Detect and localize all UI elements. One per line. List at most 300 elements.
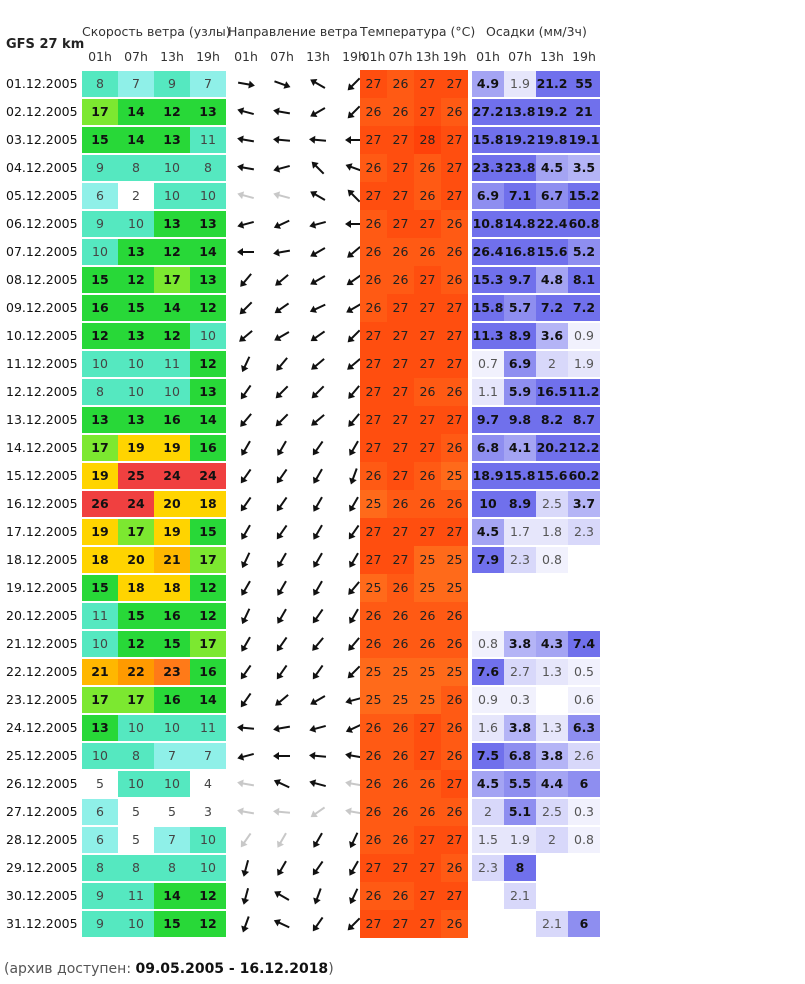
wind-speed-cell: 14 <box>190 239 226 265</box>
temperature-cell: 28 <box>414 126 441 154</box>
wind-direction-arrow-icon <box>264 547 300 573</box>
wind-direction-arrow-icon <box>300 435 336 461</box>
hour-label: 19h <box>196 49 220 64</box>
wind-speed-cell: 18 <box>154 575 190 601</box>
wind-direction-arrow-icon <box>264 407 300 433</box>
precipitation-cell: 1.3 <box>536 715 568 741</box>
wind-direction-arrow-icon <box>264 127 300 153</box>
temperature-cell: 27 <box>360 322 387 350</box>
temperature-cell: 27 <box>387 350 414 378</box>
row-date: 25.12.2005 <box>6 748 78 763</box>
header-wind-speed: Скорость ветра (узлы) <box>82 24 231 39</box>
row-date: 06.12.2005 <box>6 216 78 231</box>
wind-speed-cell: 20 <box>118 547 154 573</box>
wind-direction-arrow-icon <box>264 827 300 853</box>
precipitation-cell <box>568 603 600 629</box>
temperature-cell: 27 <box>387 546 414 574</box>
precipitation-cell <box>536 603 568 629</box>
temperature-cell: 25 <box>387 686 414 714</box>
wind-direction-arrow-icon <box>264 715 300 741</box>
temperature-cell: 27 <box>387 378 414 406</box>
archive-note <box>4 961 334 977</box>
wind-speed-cell: 10 <box>118 911 154 937</box>
wind-direction-arrow-icon <box>300 519 336 545</box>
precipitation-cell: 7.1 <box>504 183 536 209</box>
model-label: GFS 27 km <box>6 37 85 52</box>
hour-label: 01h <box>476 49 500 64</box>
temperature-cell: 26 <box>441 378 468 406</box>
wind-speed-cell: 10 <box>118 379 154 405</box>
wind-direction-arrow-icon <box>228 519 264 545</box>
wind-speed-cell: 14 <box>154 295 190 321</box>
wind-speed-cell: 15 <box>82 267 118 293</box>
precipitation-cell: 7.9 <box>472 547 504 573</box>
row-date: 24.12.2005 <box>6 720 78 735</box>
temperature-cell: 27 <box>441 322 468 350</box>
wind-speed-cell: 22 <box>118 659 154 685</box>
temperature-cell: 26 <box>414 378 441 406</box>
archive-suffix: ) <box>328 961 334 977</box>
hour-label: 01h <box>88 49 112 64</box>
wind-speed-cell: 8 <box>82 855 118 881</box>
wind-speed-cell: 13 <box>82 715 118 741</box>
temperature-cell: 27 <box>387 406 414 434</box>
hour-label: 13h <box>540 49 564 64</box>
wind-direction-arrow-icon <box>300 379 336 405</box>
wind-direction-arrow-icon <box>264 911 300 937</box>
row-date: 23.12.2005 <box>6 692 78 707</box>
wind-direction-arrow-icon <box>228 99 264 125</box>
temperature-cell: 26 <box>441 630 468 658</box>
temperature-cell: 27 <box>414 266 441 294</box>
hour-label: 13h <box>306 49 330 64</box>
wind-direction-arrow-icon <box>228 295 264 321</box>
wind-direction-arrow-icon <box>228 603 264 629</box>
wind-speed-cell: 5 <box>118 799 154 825</box>
temperature-cell: 26 <box>360 882 387 910</box>
archive-range: 09.05.2005 - 16.12.2018 <box>135 961 329 977</box>
wind-speed-cell: 12 <box>154 323 190 349</box>
temperature-cell: 27 <box>387 182 414 210</box>
precipitation-cell: 1.5 <box>472 827 504 853</box>
wind-speed-cell: 3 <box>190 799 226 825</box>
wind-direction-arrow-icon <box>264 687 300 713</box>
wind-direction-arrow-icon <box>228 575 264 601</box>
wind-speed-cell: 15 <box>118 295 154 321</box>
temperature-cell: 27 <box>441 182 468 210</box>
wind-speed-cell: 11 <box>118 883 154 909</box>
precipitation-cell <box>472 911 504 937</box>
wind-direction-arrow-icon <box>264 71 300 97</box>
wind-direction-arrow-icon <box>228 407 264 433</box>
temperature-cell: 27 <box>387 210 414 238</box>
precipitation-cell <box>536 687 568 713</box>
wind-speed-cell: 15 <box>154 631 190 657</box>
temperature-cell: 26 <box>360 602 387 630</box>
temperature-cell: 26 <box>441 798 468 826</box>
wind-direction-arrow-icon <box>264 743 300 769</box>
row-date: 07.12.2005 <box>6 244 78 259</box>
wind-direction-arrow-icon <box>228 379 264 405</box>
temperature-cell: 27 <box>441 154 468 182</box>
precipitation-cell: 6.8 <box>472 435 504 461</box>
wind-direction-arrow-icon <box>300 351 336 377</box>
precipitation-cell: 3.7 <box>568 491 600 517</box>
temperature-cell: 26 <box>414 602 441 630</box>
precipitation-cell: 9.7 <box>472 407 504 433</box>
hour-label: 19h <box>342 49 366 64</box>
wind-direction-arrow-icon <box>300 575 336 601</box>
wind-speed-cell: 10 <box>154 183 190 209</box>
precipitation-cell: 19.1 <box>568 127 600 153</box>
wind-speed-cell: 17 <box>190 631 226 657</box>
wind-speed-cell: 17 <box>154 267 190 293</box>
precipitation-cell: 1.9 <box>504 827 536 853</box>
temperature-cell: 26 <box>387 798 414 826</box>
row-date: 26.12.2005 <box>6 776 78 791</box>
wind-direction-arrow-icon <box>300 239 336 265</box>
precipitation-cell <box>472 603 504 629</box>
wind-direction-arrow-icon <box>228 491 264 517</box>
wind-direction-arrow-icon <box>264 183 300 209</box>
temperature-cell: 27 <box>360 546 387 574</box>
temperature-cell: 26 <box>441 854 468 882</box>
row-date: 03.12.2005 <box>6 132 78 147</box>
wind-speed-cell: 13 <box>190 379 226 405</box>
wind-speed-cell: 12 <box>190 575 226 601</box>
wind-speed-cell: 25 <box>118 463 154 489</box>
temperature-cell: 26 <box>360 294 387 322</box>
wind-direction-arrow-icon <box>300 155 336 181</box>
wind-direction-arrow-icon <box>264 323 300 349</box>
temperature-cell: 27 <box>441 826 468 854</box>
wind-direction-arrow-icon <box>264 267 300 293</box>
wind-direction-arrow-icon <box>300 547 336 573</box>
temperature-cell: 25 <box>414 574 441 602</box>
precipitation-cell: 19.2 <box>536 99 568 125</box>
wind-speed-cell: 12 <box>190 603 226 629</box>
precipitation-cell: 0.8 <box>472 631 504 657</box>
wind-direction-arrow-icon <box>228 323 264 349</box>
precipitation-cell: 21.2 <box>536 71 568 97</box>
temperature-cell: 25 <box>441 462 468 490</box>
precipitation-cell <box>568 575 600 601</box>
wind-direction-arrow-icon <box>300 827 336 853</box>
wind-speed-cell: 19 <box>154 519 190 545</box>
wind-direction-arrow-icon <box>264 855 300 881</box>
precipitation-cell: 20.2 <box>536 435 568 461</box>
precipitation-cell: 1.9 <box>568 351 600 377</box>
wind-speed-cell: 19 <box>82 463 118 489</box>
precipitation-cell: 0.3 <box>504 687 536 713</box>
temperature-cell: 27 <box>360 350 387 378</box>
wind-direction-arrow-icon <box>228 743 264 769</box>
wind-speed-cell: 10 <box>118 771 154 797</box>
wind-speed-cell: 14 <box>118 99 154 125</box>
precipitation-cell: 9.7 <box>504 267 536 293</box>
wind-speed-cell: 12 <box>190 351 226 377</box>
temperature-cell: 27 <box>387 518 414 546</box>
wind-direction-arrow-icon <box>264 491 300 517</box>
temperature-cell: 27 <box>441 406 468 434</box>
precipitation-cell: 8.9 <box>504 491 536 517</box>
wind-direction-arrow-icon <box>264 211 300 237</box>
temperature-cell: 27 <box>414 826 441 854</box>
precipitation-cell: 0.3 <box>568 799 600 825</box>
wind-direction-arrow-icon <box>300 743 336 769</box>
hour-label: 01h <box>361 49 386 64</box>
precipitation-cell: 2.7 <box>504 659 536 685</box>
wind-direction-arrow-icon <box>228 267 264 293</box>
precipitation-cell: 7.5 <box>472 743 504 769</box>
precipitation-cell: 2.1 <box>504 883 536 909</box>
precipitation-cell: 15.8 <box>472 295 504 321</box>
wind-speed-cell: 13 <box>154 127 190 153</box>
temperature-cell: 26 <box>387 630 414 658</box>
wind-direction-arrow-icon <box>264 99 300 125</box>
precipitation-cell: 21 <box>568 99 600 125</box>
temperature-cell: 26 <box>360 742 387 770</box>
wind-speed-cell: 6 <box>82 799 118 825</box>
wind-speed-cell: 17 <box>118 519 154 545</box>
temperature-cell: 27 <box>360 182 387 210</box>
archive-prefix: (архив доступен: <box>4 961 136 977</box>
row-date: 01.12.2005 <box>6 76 78 91</box>
wind-speed-cell: 12 <box>118 267 154 293</box>
temperature-cell: 26 <box>441 602 468 630</box>
precipitation-cell: 0.6 <box>568 687 600 713</box>
wind-direction-arrow-icon <box>228 799 264 825</box>
wind-speed-cell: 24 <box>190 463 226 489</box>
temperature-cell: 25 <box>387 658 414 686</box>
precipitation-cell: 8.7 <box>568 407 600 433</box>
wind-direction-arrow-icon <box>300 799 336 825</box>
hour-label: 19h <box>572 49 596 64</box>
hour-label: 07h <box>124 49 148 64</box>
wind-direction-arrow-icon <box>228 183 264 209</box>
temperature-cell: 26 <box>360 462 387 490</box>
wind-direction-arrow-icon <box>300 463 336 489</box>
precipitation-cell: 18.9 <box>472 463 504 489</box>
precipitation-cell: 1.3 <box>536 659 568 685</box>
precipitation-cell: 12.2 <box>568 435 600 461</box>
wind-direction-arrow-icon <box>300 295 336 321</box>
wind-speed-cell: 24 <box>118 491 154 517</box>
wind-speed-cell: 4 <box>190 771 226 797</box>
wind-direction-arrow-icon <box>300 267 336 293</box>
temperature-cell: 27 <box>414 854 441 882</box>
wind-direction-arrow-icon <box>300 911 336 937</box>
precipitation-cell: 0.8 <box>568 827 600 853</box>
wind-speed-cell: 13 <box>154 211 190 237</box>
wind-speed-cell: 13 <box>190 267 226 293</box>
precipitation-cell: 6.7 <box>536 183 568 209</box>
row-date: 12.12.2005 <box>6 384 78 399</box>
wind-direction-arrow-icon <box>300 71 336 97</box>
temperature-cell: 25 <box>414 658 441 686</box>
wind-direction-arrow-icon <box>228 211 264 237</box>
temperature-cell: 27 <box>414 406 441 434</box>
wind-speed-cell: 18 <box>190 491 226 517</box>
wind-speed-cell: 10 <box>154 379 190 405</box>
precipitation-cell <box>568 547 600 573</box>
wind-speed-cell: 10 <box>118 211 154 237</box>
temperature-cell: 27 <box>414 882 441 910</box>
wind-speed-cell: 7 <box>154 827 190 853</box>
wind-speed-cell: 9 <box>82 911 118 937</box>
temperature-cell: 27 <box>414 350 441 378</box>
temperature-cell: 26 <box>414 798 441 826</box>
wind-speed-cell: 7 <box>154 743 190 769</box>
wind-speed-cell: 8 <box>118 855 154 881</box>
temperature-cell: 27 <box>441 70 468 98</box>
precipitation-cell: 1.1 <box>472 379 504 405</box>
temperature-cell: 26 <box>441 238 468 266</box>
temperature-cell: 26 <box>441 266 468 294</box>
wind-direction-arrow-icon <box>228 127 264 153</box>
temperature-cell: 26 <box>414 630 441 658</box>
precipitation-cell: 2 <box>536 351 568 377</box>
temperature-cell: 26 <box>360 714 387 742</box>
temperature-cell: 27 <box>414 294 441 322</box>
temperature-cell: 26 <box>441 714 468 742</box>
wind-speed-cell: 13 <box>118 323 154 349</box>
precipitation-cell: 0.7 <box>472 351 504 377</box>
wind-speed-cell: 13 <box>190 211 226 237</box>
wind-direction-arrow-icon <box>228 659 264 685</box>
temperature-cell: 27 <box>414 910 441 938</box>
temperature-cell: 27 <box>387 854 414 882</box>
temperature-cell: 26 <box>441 490 468 518</box>
wind-direction-arrow-icon <box>264 463 300 489</box>
wind-speed-cell: 5 <box>118 827 154 853</box>
temperature-cell: 26 <box>441 686 468 714</box>
row-date: 31.12.2005 <box>6 916 78 931</box>
wind-speed-cell: 8 <box>118 743 154 769</box>
row-date: 05.12.2005 <box>6 188 78 203</box>
temperature-cell: 26 <box>414 182 441 210</box>
wind-speed-cell: 6 <box>82 183 118 209</box>
temperature-cell: 26 <box>441 210 468 238</box>
precipitation-cell: 23.3 <box>472 155 504 181</box>
wind-speed-cell: 10 <box>118 715 154 741</box>
wind-direction-arrow-icon <box>264 799 300 825</box>
precipitation-cell: 2 <box>536 827 568 853</box>
wind-direction-arrow-icon <box>228 631 264 657</box>
precipitation-cell: 2.1 <box>536 911 568 937</box>
precipitation-cell: 7.2 <box>568 295 600 321</box>
temperature-cell: 27 <box>414 714 441 742</box>
wind-speed-cell: 10 <box>190 855 226 881</box>
temperature-cell: 25 <box>360 686 387 714</box>
wind-speed-cell: 8 <box>154 855 190 881</box>
precipitation-cell: 0.5 <box>568 659 600 685</box>
temperature-cell: 26 <box>360 266 387 294</box>
precipitation-cell: 4.3 <box>536 631 568 657</box>
precipitation-cell <box>472 883 504 909</box>
wind-direction-arrow-icon <box>300 323 336 349</box>
row-date: 04.12.2005 <box>6 160 78 175</box>
hour-label: 01h <box>234 49 258 64</box>
wind-direction-arrow-icon <box>300 659 336 685</box>
temperature-cell: 26 <box>360 798 387 826</box>
wind-direction-arrow-icon <box>228 435 264 461</box>
row-date: 19.12.2005 <box>6 580 78 595</box>
wind-speed-cell: 14 <box>118 127 154 153</box>
row-date: 27.12.2005 <box>6 804 78 819</box>
temperature-cell: 27 <box>441 518 468 546</box>
wind-speed-cell: 12 <box>118 631 154 657</box>
temperature-cell: 27 <box>414 210 441 238</box>
precipitation-cell: 4.5 <box>472 519 504 545</box>
precipitation-cell: 15.8 <box>504 463 536 489</box>
wind-speed-cell: 12 <box>154 99 190 125</box>
temperature-cell: 26 <box>414 154 441 182</box>
wind-direction-arrow-icon <box>300 183 336 209</box>
temperature-cell: 26 <box>387 770 414 798</box>
wind-speed-cell: 10 <box>190 323 226 349</box>
precipitation-cell <box>568 855 600 881</box>
temperature-cell: 27 <box>441 770 468 798</box>
precipitation-cell: 8.2 <box>536 407 568 433</box>
precipitation-cell: 0.8 <box>536 547 568 573</box>
wind-speed-cell: 16 <box>154 603 190 629</box>
precipitation-cell: 1.9 <box>504 71 536 97</box>
wind-speed-cell: 7 <box>190 743 226 769</box>
temperature-cell: 26 <box>387 490 414 518</box>
hour-label: 07h <box>270 49 294 64</box>
wind-direction-arrow-icon <box>300 771 336 797</box>
wind-direction-arrow-icon <box>228 351 264 377</box>
wind-direction-arrow-icon <box>264 295 300 321</box>
precipitation-cell: 4.4 <box>536 771 568 797</box>
precipitation-cell: 11.3 <box>472 323 504 349</box>
temperature-cell: 26 <box>441 434 468 462</box>
wind-speed-cell: 12 <box>190 295 226 321</box>
wind-speed-cell: 21 <box>154 547 190 573</box>
precipitation-cell: 11.2 <box>568 379 600 405</box>
wind-speed-cell: 10 <box>190 183 226 209</box>
temperature-cell: 27 <box>360 126 387 154</box>
wind-direction-arrow-icon <box>300 491 336 517</box>
wind-speed-cell: 13 <box>118 407 154 433</box>
precipitation-cell: 4.1 <box>504 435 536 461</box>
wind-speed-cell: 16 <box>154 687 190 713</box>
wind-speed-cell: 17 <box>118 687 154 713</box>
wind-speed-cell: 15 <box>118 603 154 629</box>
temperature-cell: 26 <box>387 574 414 602</box>
wind-direction-arrow-icon <box>264 155 300 181</box>
temperature-cell: 26 <box>360 238 387 266</box>
wind-speed-cell: 17 <box>82 99 118 125</box>
wind-direction-arrow-icon <box>228 771 264 797</box>
wind-speed-cell: 10 <box>154 155 190 181</box>
wind-speed-cell: 14 <box>154 883 190 909</box>
wind-speed-cell: 11 <box>82 603 118 629</box>
wind-speed-cell: 10 <box>82 239 118 265</box>
wind-speed-cell: 13 <box>82 407 118 433</box>
precipitation-cell: 10 <box>472 491 504 517</box>
temperature-cell: 26 <box>414 238 441 266</box>
temperature-cell: 27 <box>387 322 414 350</box>
wind-speed-cell: 12 <box>190 883 226 909</box>
temperature-cell: 27 <box>441 350 468 378</box>
row-date: 10.12.2005 <box>6 328 78 343</box>
row-date: 16.12.2005 <box>6 496 78 511</box>
wind-direction-arrow-icon <box>300 99 336 125</box>
wind-direction-arrow-icon <box>264 575 300 601</box>
precipitation-cell: 10.8 <box>472 211 504 237</box>
